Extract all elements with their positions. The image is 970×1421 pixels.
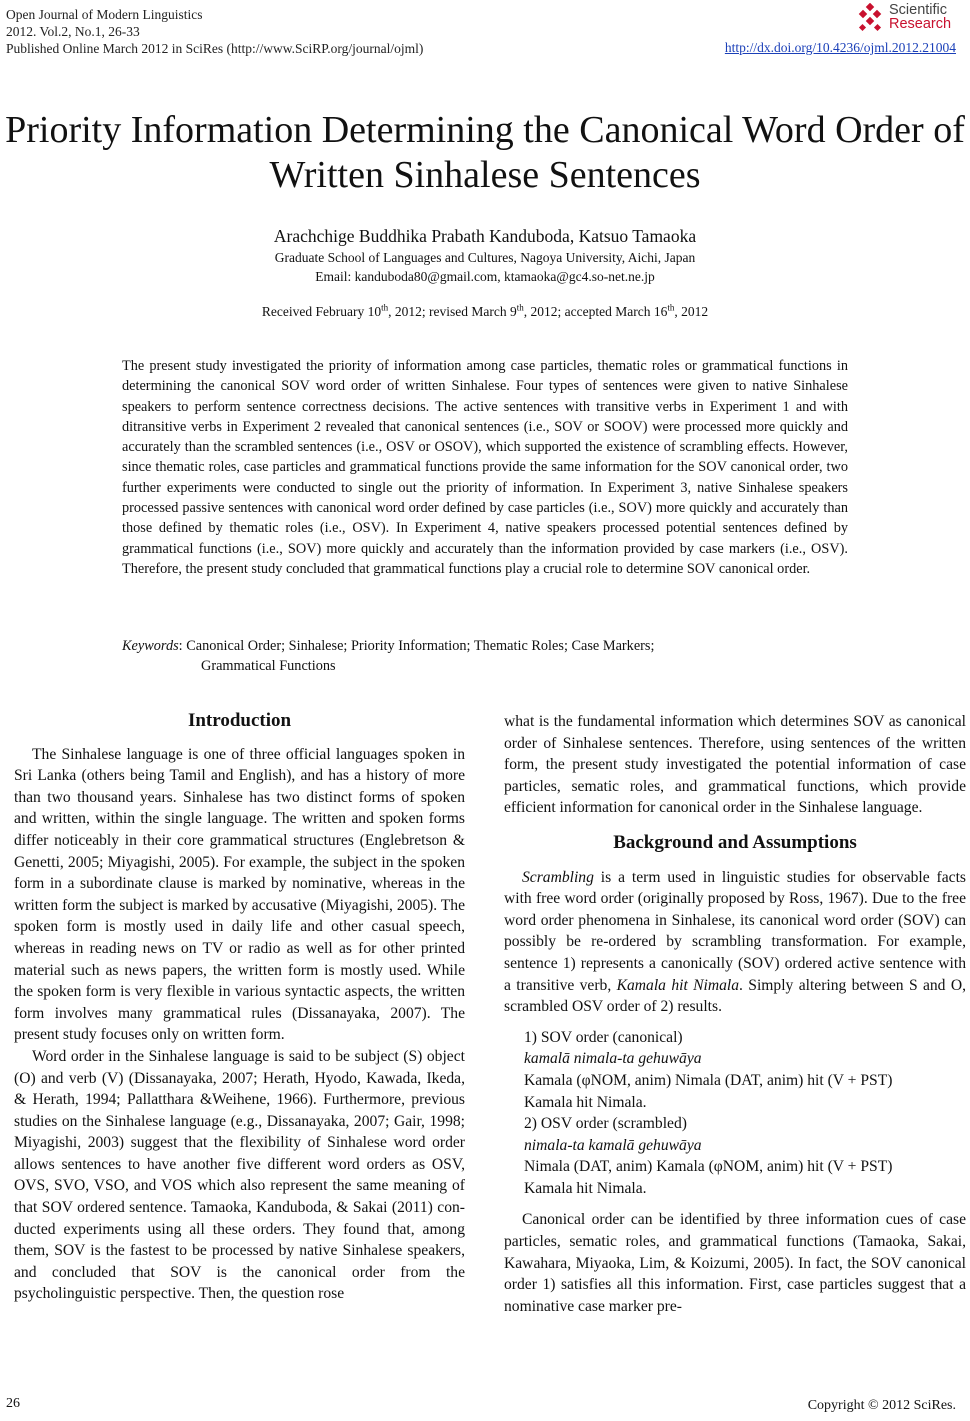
example-sinhala: nimala-ta kamalā gehuwāya [524,1136,702,1154]
example-1 [504,1027,966,1113]
logo-line-1: Scientific [889,2,948,18]
example-phrase: Kamala hit Nimala [616,976,740,994]
accepted-text: , 2012; accepted March 16 [523,304,668,319]
page-number: 26 [6,1396,20,1411]
example-2 [504,1113,966,1199]
background-heading: Background and Assumptions [613,831,857,853]
intro-heading: Introduction [187,710,292,731]
intro-paragraph-1: The Sinhalese language is one of three official languages spoken in Sri Lanka (others being Tamil and English), and has a history of more than two thousand years. Sinhalese has two distinct forms of spoken and written, within the single language. The written and spoken forms differ noticeably in their core grammatical structures (Englebretson & Genetti, 2005; Miyagishi, 2005). For example, the subject in the spoken form in a subordinate clause is marked by nominative, whereas in the written form the subject is marked by accusative (Miyagishi, 2005). The spoken form is mostly used in daily life and other casual speech, whereas in reading news on TV or radio as well as for other printed material such as news papers, the written form is mostly used. While the spoken form is very flexible in various syntactic aspects, the written form involves many grammatical rules (Dissanayaka, 2007). The present study focuses only on written form. [14,745,465,1044]
right-column [504,711,966,1317]
logo-dots-icon [856,3,886,33]
title-line-1: Priority Information Determining the Canonical Word Order of [5,109,965,151]
title-line-2: Written Sinhalese Sentences [269,154,701,196]
example-translation: Kamala hit Nimala. [524,1179,647,1197]
revised-sup: th [516,302,524,313]
author-email: Email: kanduboda80@gmail.com, ktamaoka@gc4.so-net.ne.jp [315,269,655,284]
right-paragraph-1: what is the fundamental information which determines SOV as canonical order of Sinhalese sentences. Therefore, using sentences of the written form, the present study investigated the potential information of case particles, sematic roles, and grammatical functions, which provide efficient information for canonical order in the Sinhalese language. [504,713,966,817]
journal-name: Open Journal of Modern Linguistics [6,7,203,22]
logo-line-2: Research [889,16,952,32]
keywords-line-2: Grammatical Functions [201,658,336,675]
scrambling-term: Scrambling [522,868,594,886]
paper-title [0,108,970,198]
affiliation: Graduate School of Languages and Cultures, Nagoya University, Aichi, Japan [274,250,696,265]
left-column [14,710,465,1305]
example-gloss: Kamala (φNOM, anim) Nimala (DAT, anim) hit (V + PST) [524,1071,893,1089]
example-label: 2) OSV order (scrambled) [524,1115,687,1133]
running-header [6,6,423,57]
copyright: Copyright © 2012 SciRes. [807,1398,956,1413]
background-paragraph-1 [504,867,966,1018]
keywords [122,636,848,677]
scientific-research-logo [856,3,956,33]
bg-text-b: . Simply altering between S and O, scrambled OSV order of 2) results. [504,976,966,1016]
intro-paragraph-2: Word order in the Sinhalese language is said to be subject (S) object (O) and verb (V) (Dissanayaka, 2007; Herath, Hyodo, Kawada, Ikeda, & Herath, 1994; Pallatthara &Weihene, 1966). Furthermore, previous studies on the Sinhalese language (e.g., Dissanayaka, 2007; Gair, 1998; Miyagishi, 2003) suggest that the flexibility of Sinhalese word order allows sentences to have another five different word orders as OSV, OVS, SVO, VSO, and VOS which also represent the same meaning of that SOV ordered sentence. Tamaoka, Kanduboda, & Sakai (2011) conducted experiments using all these orders. They found that, among them, SOV is the fastest to be processed by native Sinhalese speakers, and concluded that SOV is the canonical order from the psycholinguistic perspective. Then, the question rose [14,1047,465,1303]
example-sinhala: kamalā nimala-ta gehuwāya [524,1050,702,1068]
example-gloss: Nimala (DAT, anim) Kamala (φNOM, anim) hit (V + PST) [524,1158,893,1176]
received-dates [0,304,970,320]
doi-link[interactable]: http://dx.doi.org/10.4236/ojml.2012.21004 [724,40,956,55]
bg-text-a: is a term used in linguistic studies for observable facts with free word order (originally proposed by Ross, 1967). Due to the free word order phenomena in Sinhalese, its canonical word order (SOV) can possibly be re-ordered by scrambling transformation. For example, sentence 1) represents a canonically (SOV) ordered active sentence with a transitive verb, [504,868,966,994]
example-translation: Kamala hit Nimala. [524,1093,647,1111]
logo-wordmark [889,3,951,31]
received-text: Received February 10 [261,304,382,319]
revised-text: , 2012; revised March 9 [388,304,517,319]
keywords-label: Keywords [122,638,179,654]
accepted-sup: th [667,302,675,313]
abstract: The present study investigated the priority of information among case particles, thematic roles or grammatical functions in determining the canonical SOV word order of written Sinhalese. Four types of sentences were given to native Sinhalese speakers to perform sentence correctness decisions. The active sentences with transitive verbs in Experiment 1 and with ditransitive verbs in Experiment 2 revealed that canonical sentences (i.e., SOV or SOOV) were processed more quickly and accurately than the scrambled sentences (i.e., OSV or OSOV), which supported the existence of scrambling effects. However, since thematic roles, case particles and grammatical functions provide the same information for the SOV canonical order, two further experiments were conducted to single out the priority of information. In Experiment 3, native Sinhalese speakers processed passive sentences with canonical word order defined by case particles (i.e., SOV) more quickly and accurately than those defined by thematic roles (i.e., OSV). In Experiment 4, native speakers processed potential sentences defined by grammatical functions (i.e., SOV) more quickly and accurately than the information provided by case markers (i.e., OSV). Therefore, the present study concluded that grammatical functions play a crucial role to determine SOV canonical order. [122,358,848,577]
received-sup: th [381,302,389,313]
background-paragraph-2: Canonical order can be identified by three information cues of case particles, sematic roles, and grammatical functions (Tamaoka, Sakai, Kawahara, Miyaoka, Lim, & Koizumi, 2005). In fact, the SOV canonical order 1) satisfies all this information. First, case particles suggest that a nominative case marker pre- [504,1211,966,1315]
keywords-line-1: : Canonical Order; Sinhalese; Priority Information; Thematic Roles; Case Markers; [178,638,655,654]
example-label: 1) SOV order (canonical) [524,1028,683,1046]
authors: Arachchige Buddhika Prabath Kanduboda, Katsuo Tamaoka [273,226,697,246]
publication-info: Published Online March 2012 in SciRes (http://www.SciRP.org/journal/ojml) [6,41,424,56]
journal-volume: 2012. Vol.2, No.1, 26-33 [6,24,140,39]
year-text: , 2012 [674,304,709,319]
